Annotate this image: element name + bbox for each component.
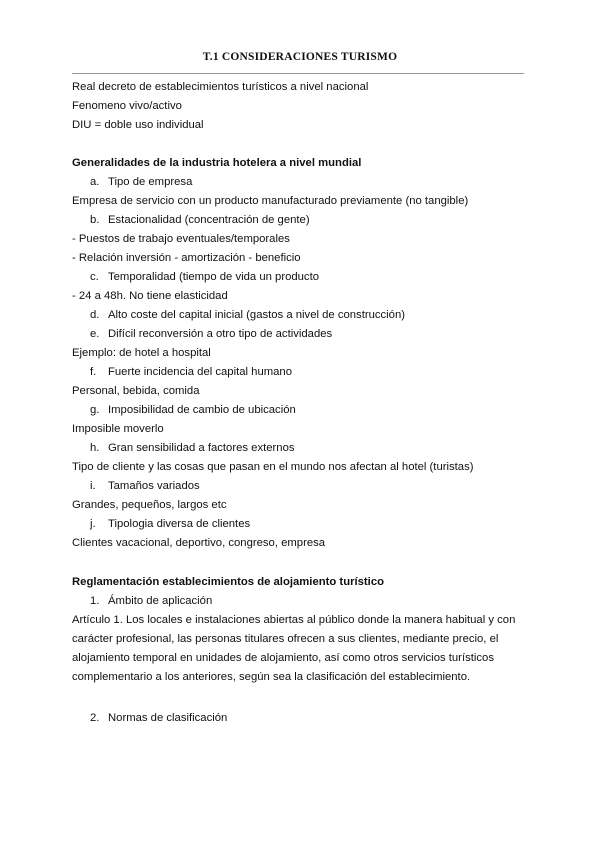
list-marker: f.: [90, 366, 97, 378]
list-item-text: Alto coste del capital inicial (gastos a nivel de construcción): [108, 309, 406, 321]
title-divider: [72, 73, 524, 74]
note-line: Clientes vacacional, deportivo, congreso, empresa: [72, 537, 326, 549]
article-line: Artículo 1. Los locales e instalaciones abiertas al público donde la manera habitual y con: [72, 614, 516, 626]
list-item: [90, 479, 200, 493]
article-line: alojamiento temporal en unidades de alojamiento, así como otros servicios turísticos: [72, 652, 494, 664]
note-line: Tipo de cliente y las cosas que pasan en el mundo nos afectan al hotel (turistas): [72, 461, 474, 473]
list-item-text: Tamaños variados: [108, 480, 200, 492]
list-item: [90, 213, 310, 227]
list-item: [90, 403, 296, 417]
list-marker: i.: [90, 480, 96, 492]
list-item-text: Tipo de empresa: [108, 176, 193, 188]
list-item: [90, 517, 250, 531]
list-item-text: Temporalidad (tiempo de vida un producto: [108, 271, 319, 283]
article-line: complementario a los anteriores, según sea la clasificación del establecimiento.: [72, 671, 471, 683]
section-heading-generalidades: Generalidades de la industria hotelera a nivel mundial: [72, 157, 362, 169]
document-title: T.1 CONSIDERACIONES TURISMO: [202, 51, 398, 63]
list-item: [90, 270, 319, 284]
list-item: [90, 327, 332, 341]
list-item-text: Normas de clasificación: [108, 712, 228, 724]
list-marker: g.: [90, 404, 100, 416]
intro-line: Real decreto de establecimientos turísticos a nivel nacional: [72, 81, 369, 93]
list-marker: c.: [90, 271, 99, 283]
list-item: [90, 441, 295, 455]
list-item-text: Tipologia diversa de clientes: [108, 518, 251, 530]
section-heading-reglamentacion: Reglamentación establecimientos de alojamiento turístico: [72, 576, 384, 588]
intro-line: DIU = doble uso individual: [72, 119, 204, 131]
list-item-text: Ámbito de aplicación: [108, 595, 213, 607]
list-item: [90, 308, 405, 322]
list-marker: e.: [90, 328, 100, 340]
note-line: Grandes, pequeños, largos etc: [72, 499, 227, 511]
intro-line: Fenomeno vivo/activo: [72, 100, 182, 112]
note-line: - Puestos de trabajo eventuales/temporales: [72, 233, 290, 245]
list-marker: d.: [90, 309, 100, 321]
list-marker: 1.: [90, 595, 100, 607]
note-line: Personal, bebida, comida: [72, 385, 200, 397]
article-line: carácter profesional, las personas titulares ofrecen a sus clientes, mediante precio, el: [72, 633, 499, 645]
note-line: - 24 a 48h. No tiene elasticidad: [72, 290, 228, 302]
list-item-text: Difícil reconversión a otro tipo de actividades: [108, 328, 333, 340]
list-item-text: Fuerte incidencia del capital humano: [108, 366, 292, 378]
list-item-text: Estacionalidad (concentración de gente): [108, 214, 310, 226]
list-item-text: Imposibilidad de cambio de ubicación: [108, 404, 296, 416]
list-item: [90, 711, 227, 725]
list-marker: 2.: [90, 712, 100, 724]
list-item: [90, 594, 212, 608]
list-item-text: Gran sensibilidad a factores externos: [108, 442, 295, 454]
list-item: [90, 365, 292, 379]
list-marker: j.: [90, 518, 96, 530]
list-marker: h.: [90, 442, 100, 454]
list-marker: a.: [90, 176, 100, 188]
note-line: Ejemplo: de hotel a hospital: [72, 347, 211, 359]
list-item: [90, 175, 192, 189]
note-line: - Relación inversión - amortización - beneficio: [72, 252, 301, 264]
list-marker: b.: [90, 214, 100, 226]
note-line: Imposible moverlo: [72, 423, 164, 435]
note-line: Empresa de servicio con un producto manufacturado previamente (no tangible): [72, 195, 469, 207]
